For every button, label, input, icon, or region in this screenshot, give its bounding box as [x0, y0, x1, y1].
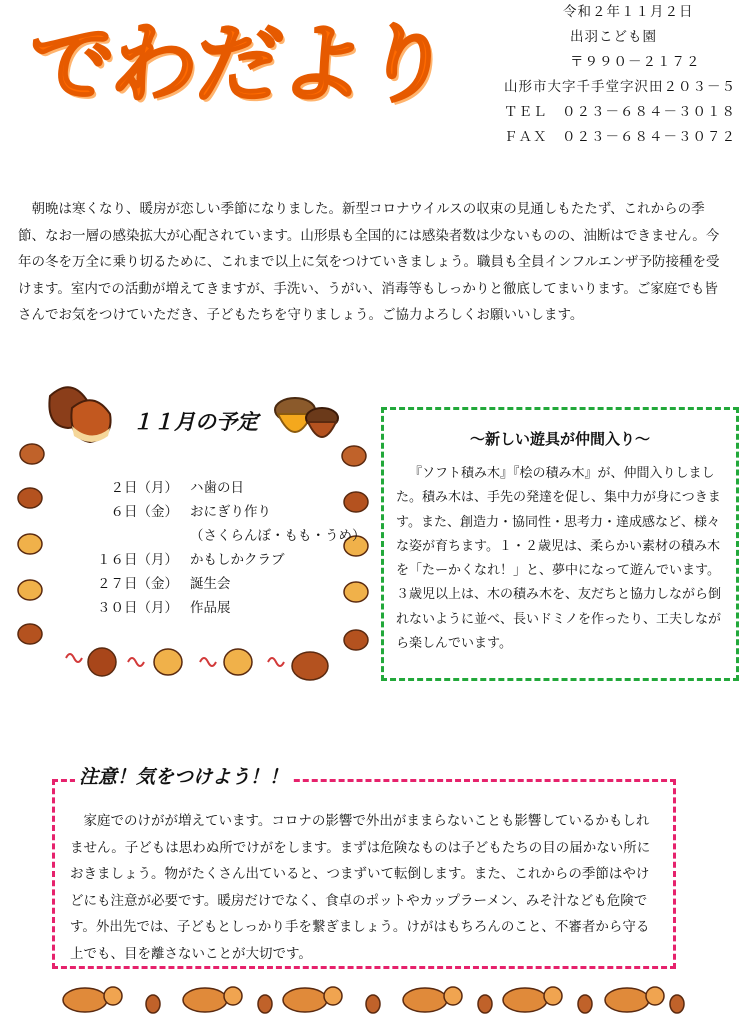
new-toys-section	[381, 407, 739, 681]
schedule-section	[10, 378, 375, 684]
org-name: 出羽こども園	[570, 29, 657, 45]
schedule-row	[70, 572, 366, 596]
schedule-row	[70, 596, 366, 620]
fax: ＦＡＸ ０２３－６８４－３０７２	[504, 129, 736, 145]
new-toys-text: 『ソフト積み木』『桧の積み木』が、仲間入りしました。積み木は、手先の発達を促し、集中力が身につきます。また、創造力・協同性・思考力・達成感など、様々な姿が育ちます。１・２歳児は、柔らかい素材の積み木を「たーかくなれ！」と、夢中になって遊んでいます。３歳児以上は、木の積み木を、友だちと協力しながら倒れないように並べ、長いドミノを作ったり、工夫しながら楽しんでいます。	[396, 466, 722, 652]
schedule-event: 作品展	[190, 600, 231, 616]
schedule-title: １１月の予定	[132, 410, 258, 434]
caution-text: 家庭でのけがが増えています。コロナの影響で外出がままらないことも影響しているかもしれません。子どもは思わぬ所でけがをします。まずは危険なものは子どもたちの目の届かない所におきましょう。物がたくさん出ていると、つまずいて転倒します。また、これからの季節はやけどにも注意が必要です。暖房だけでなく、食卓のポットやカップラーメン、みそ汁なども危険です。外出先では、子どもとしっかり手を繋ぎましょう。けがはもちろんのこと、不審者から守る上でも、目を離さないことが大切です。	[70, 813, 651, 962]
new-toys-title: ～新しい遊具が仲間入り～	[469, 430, 650, 448]
schedule-date: ２日（月）	[110, 480, 178, 496]
newsletter-title: でわだより	[22, 15, 454, 115]
schedule-event: （さくらんぼ・もも・うめ）	[190, 528, 366, 544]
schedule-event: ハ歯の日	[190, 480, 244, 496]
squirrel-border-icon	[55, 982, 685, 1018]
schedule-row	[70, 548, 366, 572]
schedule-row	[70, 476, 366, 500]
schedule-date: ３０日（月）	[97, 600, 178, 616]
issue-date: 令和２年１１月２日	[563, 4, 694, 20]
schedule-event: かもしかクラブ	[190, 552, 285, 568]
schedule-date: ６日（金）	[110, 504, 178, 520]
address: 山形市大字千手堂字沢田２０３－５	[504, 79, 736, 95]
schedule-date: ２７日（金）	[97, 576, 178, 592]
schedule-list	[70, 476, 366, 620]
schedule-date: １６日（月）	[97, 552, 178, 568]
schedule-event: おにぎり作り	[190, 504, 271, 520]
schedule-event: 誕生会	[190, 576, 231, 592]
tel: ＴＥＬ ０２３－６８４－３０１８	[504, 104, 736, 120]
schedule-row	[70, 500, 366, 524]
caution-title: 注意！気をつけよう！！	[75, 762, 292, 789]
schedule-row	[70, 524, 366, 548]
intro-paragraph: 朝晩は寒くなり、暖房が恋しい季節になりました。新型コロナウイルスの収束の見通しもたたず、これからの季節、なお一層の感染拡大が心配されています。山形県も全国的には感染者数は少ないものの、油断はできません。今年の冬を万全に乗り切るために、これまで以上に気をつけていきましょう。職員も全員インフルエンザ予防接種を受けます。室内での活動が増えてきますが、手洗い、うがい、消毒等もしっかりと徹底してまいります。ご家庭でも皆さんでお気をつけていただき、子どもたちを守りましょう。ご協力よろしくお願いいします。	[18, 201, 720, 323]
postal-code: 〒９９０－２１７２	[570, 54, 701, 70]
